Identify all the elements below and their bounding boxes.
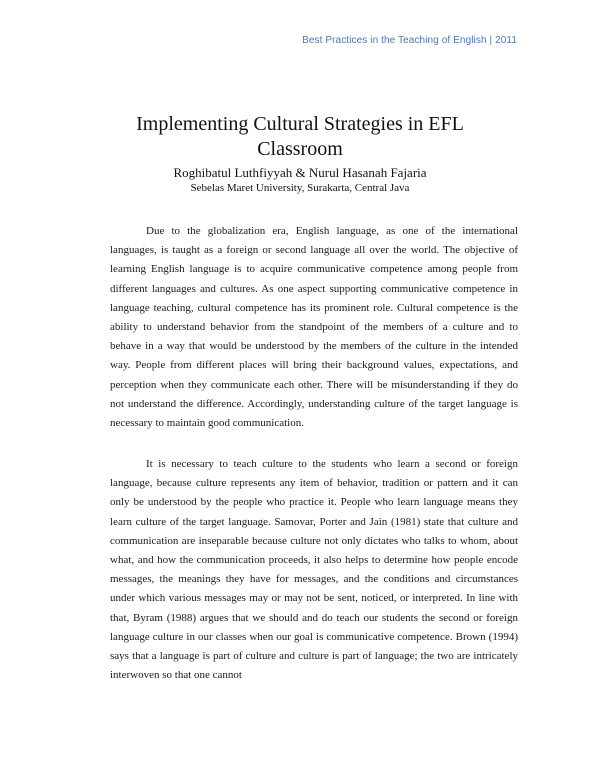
paper-title-line-1: Implementing Cultural Strategies in EFL	[136, 113, 464, 135]
body-paragraph-2	[110, 455, 518, 685]
authors: Roghibatul Luthfiyyah & Nurul Hasanah Fajaria	[173, 165, 427, 180]
paragraph-text: Due to the globalization era, English language, as one of the international languages, is taught as a foreign or second language all over the world. The objective of learning English language is to acquire communicative competence among people from different languages and cultures. As one aspect supporting communicative competence in language teaching, cultural competence has its prominent role. Cultural competence is the ability to understand behavior from the standpoint of the members of a culture and to behave in a way that would be understood by the members of the culture in the intended way. People from different places will bring their background values, expectations, and perception when they communicate each other. There will be misunderstanding if they do not understand the difference. Accordingly, understanding culture of the target language is necessary to maintain good communication.	[110, 225, 518, 430]
affiliation: Sebelas Maret University, Surakarta, Central Java	[190, 182, 410, 194]
paragraph-text: It is necessary to teach culture to the students who learn a second or foreign language, because culture represents any item of behavior, tradition or pattern and it can only be understood by the people who practice it. People who learn language means they learn culture of the target language. Samovar, Porter and Jain (1981) state that culture and communication are inseparable because culture not only dictates who talks to whom, about what, and how the communication proceeds, it also helps to determine how people encode messages, the meanings they have for messages, and the conditions and circumstances under which various messages may or may not be sent, noticed, or interpreted. In line with that, Byram (1988) argues that we should and do teach our students the second or foreign language culture in our classes when our goal is communicative competence. Brown (1994) says that a language is part of culture and culture is part of language; the two are intricately interwoven so that one cannot	[110, 458, 518, 682]
body-paragraph-1	[110, 222, 518, 433]
paper-title	[100, 112, 500, 162]
paper-title-line-2: Classroom	[257, 138, 343, 160]
running-header: Best Practices in the Teaching of English | 2011	[302, 35, 517, 46]
